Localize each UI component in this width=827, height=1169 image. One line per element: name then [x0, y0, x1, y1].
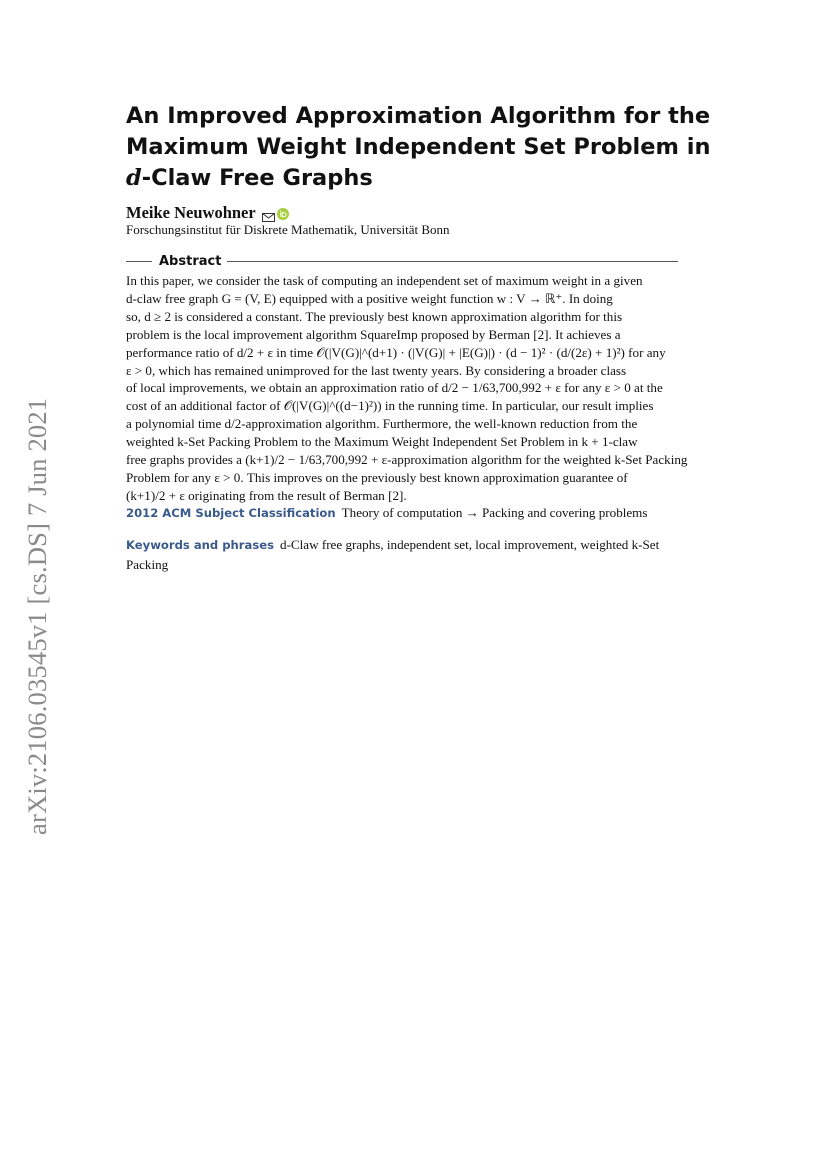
title-line	[126, 163, 706, 194]
title-line-rest: -Claw Free Graphs	[141, 165, 373, 191]
keywords-text: d-Claw free graphs, independent set, local improvement, weighted k-Set	[280, 537, 660, 552]
abstract-line: cost of an additional factor of 𝒪(|V(G)|^((d−1)²)) in the running time. In particular, our result implies	[126, 398, 654, 414]
acm-text: Theory of computation → Packing and covering problems	[341, 505, 648, 520]
arxiv-identifier: arXiv:2106.03545v1 [cs.DS] 7 Jun 2021	[22, 397, 52, 835]
acm-label: 2012 ACM Subject Classification	[126, 506, 336, 520]
author-name: Meike Neuwohner	[126, 203, 256, 222]
abstract-line: d-claw free graph G = (V, E) equipped with a positive weight function w : V → ℝ⁺. In doing	[126, 290, 613, 306]
abstract-line: weighted k-Set Packing Problem to the Maximum Weight Independent Set Problem in k + 1-claw	[126, 434, 638, 450]
title-line: Maximum Weight Independent Set Problem in	[126, 134, 711, 160]
abstract-line: ε > 0, which has remained unimproved for the last twenty years. By considering a broader class	[126, 362, 627, 378]
abstract-line: so, d ≥ 2 is considered a constant. The previously best known approximation algorithm for this	[126, 308, 623, 324]
keywords	[126, 535, 682, 574]
abstract-body	[126, 272, 688, 505]
author-row	[126, 203, 289, 223]
abstract-header	[126, 253, 678, 269]
abstract-line: Problem for any ε > 0. This improves on the previously best known approximation guarantee of	[126, 469, 628, 485]
abstract-line: In this paper, we consider the task of computing an independent set of maximum weight in a given	[126, 273, 643, 288]
keywords-label: Keywords and phrases	[126, 538, 275, 552]
keywords-line: Packing	[126, 557, 169, 572]
keywords-line	[126, 535, 682, 555]
abstract-line: problem is the local improvement algorithm SquareImp proposed by Berman [2]. It achieves a	[126, 326, 621, 342]
paper-title	[126, 101, 711, 194]
email-icon[interactable]	[262, 209, 275, 218]
title-line: An Improved Approximation Algorithm for the	[126, 103, 711, 129]
rule	[227, 261, 678, 262]
abstract-line: (k+1)/2 + ε originating from the result of Berman [2].	[126, 487, 407, 503]
abstract-line: free graphs provides a (k+1)/2 − 1/63,700,992 + ε-approximation algorithm for the weighted k-Set Packing	[126, 452, 688, 468]
abstract-heading: Abstract	[159, 253, 222, 269]
abstract-line: of local improvements, we obtain an approximation ratio of d/2 − 1/63,700,992 + ε for any ε > 0 at the	[126, 380, 663, 396]
abstract-line: a polynomial time d/2-approximation algorithm. Furthermore, the well-known reduction from the	[126, 416, 638, 432]
abstract-line: performance ratio of d/2 + ε in time 𝒪(|V(G)|^(d+1) · (|V(G)| + |E(G)|) · (d − 1)² · (d/(2ε) + 1)²) for any	[126, 344, 666, 360]
rule	[126, 261, 152, 262]
orcid-icon[interactable]	[277, 207, 289, 219]
title-math-var: d	[126, 165, 142, 191]
acm-classification	[126, 505, 686, 521]
affiliation: Forschungsinstitut für Diskrete Mathematik, Universität Bonn	[126, 222, 450, 237]
